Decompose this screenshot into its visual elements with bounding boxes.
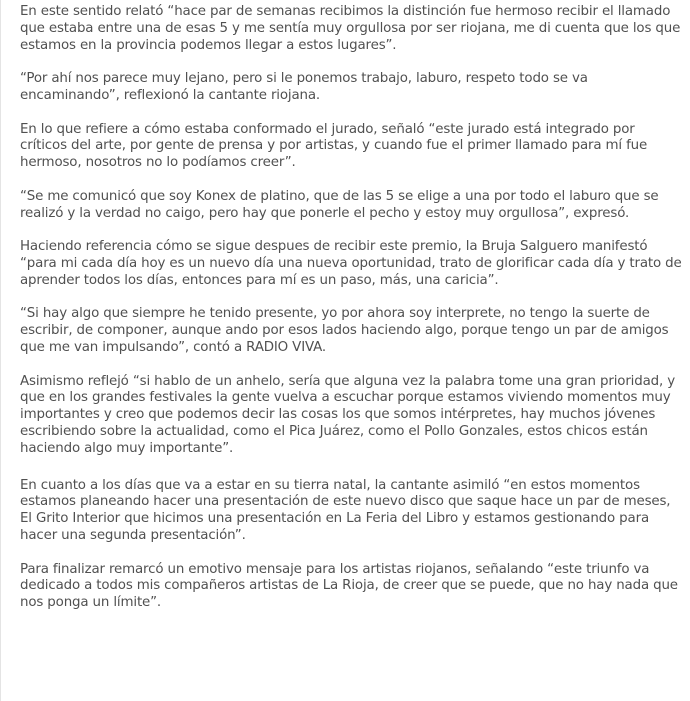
paragraph-2: “Por ahí nos parece muy lejano, pero si le ponemos trabajo, laburo, respeto todo se va encaminando”, reflexionó la cantante riojana. <box>20 71 588 103</box>
paragraph-4: “Se me comunicó que soy Konex de platino, que de las 5 se elige a una por todo el laburo que se realizó y la verdad no caigo, pero hay que ponerle el pecho y estoy muy orgullosa”, expresó. <box>20 188 659 221</box>
article-body <box>20 4 685 629</box>
paragraph-5: Haciendo referencia cómo se sigue despues de recibir este premio, la Bruja Salguero manifestó “para mi cada día hoy es un nuevo día una nueva oportunidad, trato de glorificar cada día y trato de aprender todos los días, entonces para mí es un paso, más, una caricia”. <box>20 239 682 288</box>
paragraph-9: Para finalizar remarcó un emotivo mensaje para los artistas riojanos, señalando “este triunfo va dedicado a todos mis compañeros artistas de La Rioja, de creer que se puede, que no hay nada que nos ponga un límite”. <box>20 561 678 611</box>
paragraph-8: En cuanto a los días que va a estar en su tierra natal, la cantante asimiló “en estos momentos estamos planeando hacer una presentación de este nuevo disco que saque hace un par de meses, El Grito Interior que hicimos una presentación en La Feria del Libro y estamos gestionando para hacer una segunda presentación”. <box>20 477 671 543</box>
paragraph-3: En lo que refiere a cómo estaba conformado el jurado, señaló “este jurado está integrado por críticos del arte, por gente de prensa y por artistas, y cuando fue el primer llamado para mí fue hermoso, nosotros no lo podíamos creer”. <box>20 121 648 171</box>
paragraph-6: “Si hay algo que siempre he tenido presente, yo por ahora soy interprete, no tengo la suerte de escribir, de componer, aunque ando por esos lados haciendo algo, porque tengo un par de amigos que me van impulsando”, contó a RADIO VIVA. <box>20 306 669 355</box>
paragraph-1: En este sentido relató “hace par de semanas recibimos la distinción fue hermoso recibir el llamado que estaba entre una de esas 5 y me sentía muy orgullosa por ser riojana, me di cuenta que los que estamos en la provincia podemos llegar a estos lugares”. <box>20 4 681 53</box>
paragraph-7: Asimismo reflejó “si hablo de un anhelo, sería que alguna vez la palabra tome una gran prioridad, y que en los grandes festivales la gente vuelva a escuchar porque estamos viviendo momentos muy importantes y creo que podemos decir las cosas los que somos intérpretes, hay muchos jóvenes escribiendo sobre la actualidad, como el Pica Juárez, como el Pollo Gonzales, estos chicos están haciendo algo muy importante”. <box>20 373 675 456</box>
